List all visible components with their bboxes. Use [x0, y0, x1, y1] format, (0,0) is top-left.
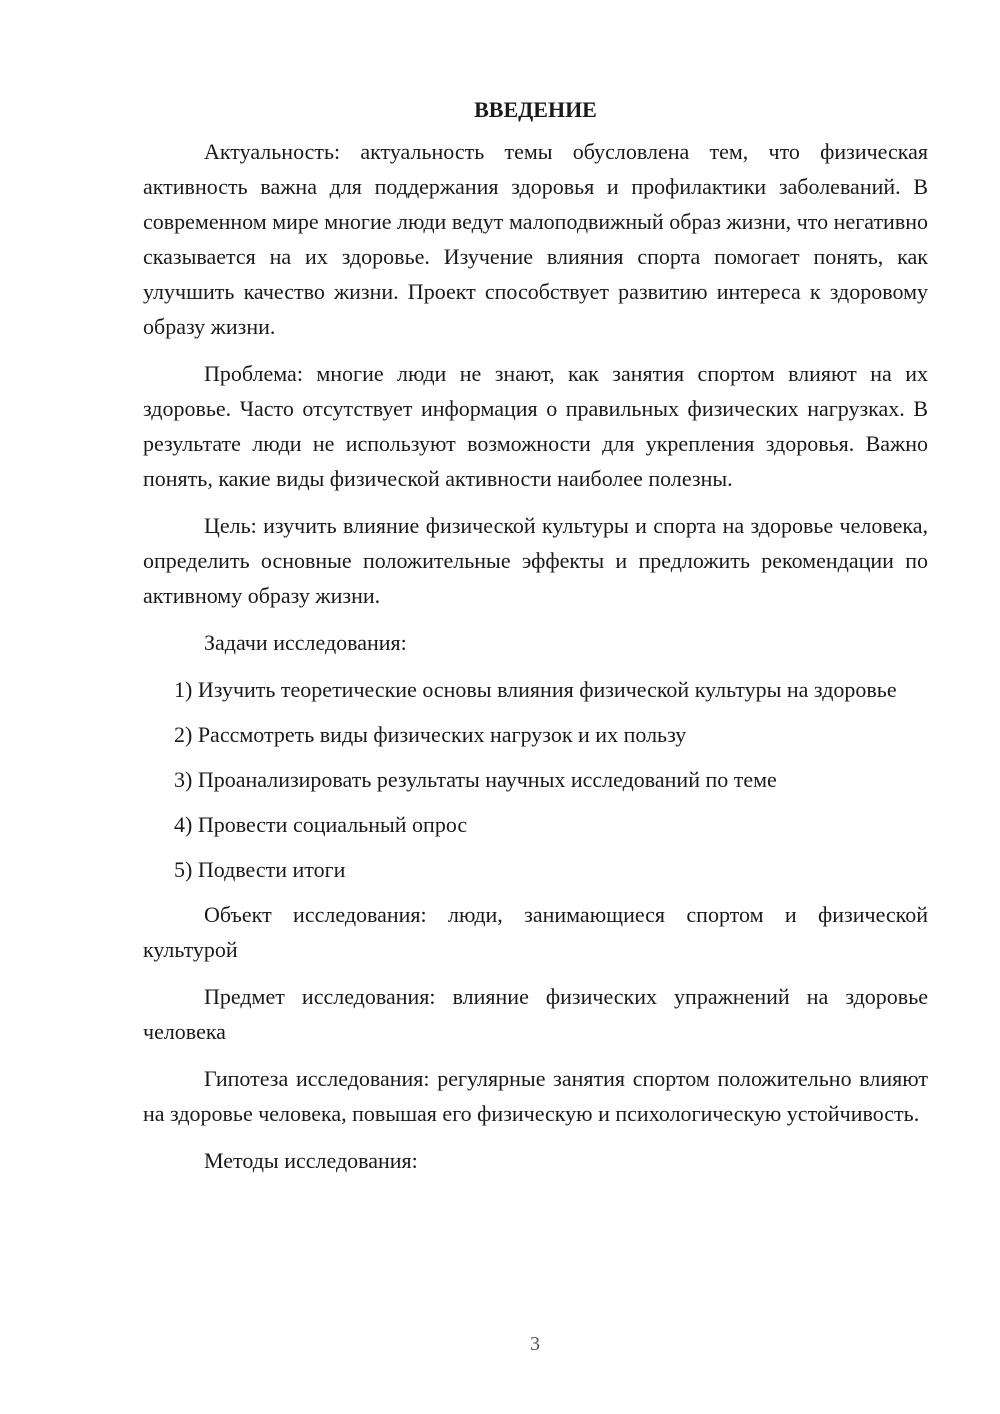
- list-item: 5) Подвести итоги: [174, 857, 346, 882]
- list-item: 4) Провести социальный опрос: [174, 812, 468, 837]
- methods-heading: Методы исследования:: [204, 1148, 418, 1173]
- list-item: 1) Изучить теоретические основы влияния физической культуры на здоровье: [174, 677, 897, 702]
- problem-paragraph: Проблема: многие люди не знают, как занятия спортом влияют на их здоровье. Часто отсутствует информация о правильных физических нагрузках. В результате люди не используют возможности для укрепления здоровья. Важно понять, какие виды физической активности наиболее полезны.: [143, 361, 928, 491]
- list-item: 3) Проанализировать результаты научных исследований по теме: [174, 767, 777, 792]
- page-title: ВВЕДЕНИЕ: [474, 97, 597, 122]
- hypothesis-paragraph: Гипотеза исследования: регулярные занятия спортом положительно влияют на здоровье человека, повышая его физическую и психологическую устойчивость.: [143, 1066, 928, 1126]
- goal-paragraph: Цель: изучить влияние физической культуры и спорта на здоровье человека, определить основные положительные эффекты и предложить рекомендации по активному образу жизни.: [143, 513, 928, 608]
- tasks-heading: Задачи исследования:: [204, 630, 407, 655]
- document-page: [143, 96, 928, 1190]
- relevance-paragraph: Актуальность: актуальность темы обусловлена тем, что физическая активность важна для поддержания здоровья и профилактики заболеваний. В современном мире многие люди ведут малоподвижный образ жизни, что негативно сказывается на их здоровье. Изучение влияния спорта помогает понять, как улучшить качество жизни. Проект способствует развитию интереса к здоровому образу жизни.: [143, 139, 928, 339]
- object-paragraph: Объект исследования: люди, занимающиеся спортом и физической культурой: [143, 902, 928, 962]
- list-item: 2) Рассмотреть виды физических нагрузок и их пользу: [174, 722, 687, 747]
- page-number: 3: [530, 1333, 540, 1355]
- tasks-list: [143, 672, 928, 887]
- subject-paragraph: Предмет исследования: влияние физических упражнений на здоровье человека: [143, 984, 928, 1044]
